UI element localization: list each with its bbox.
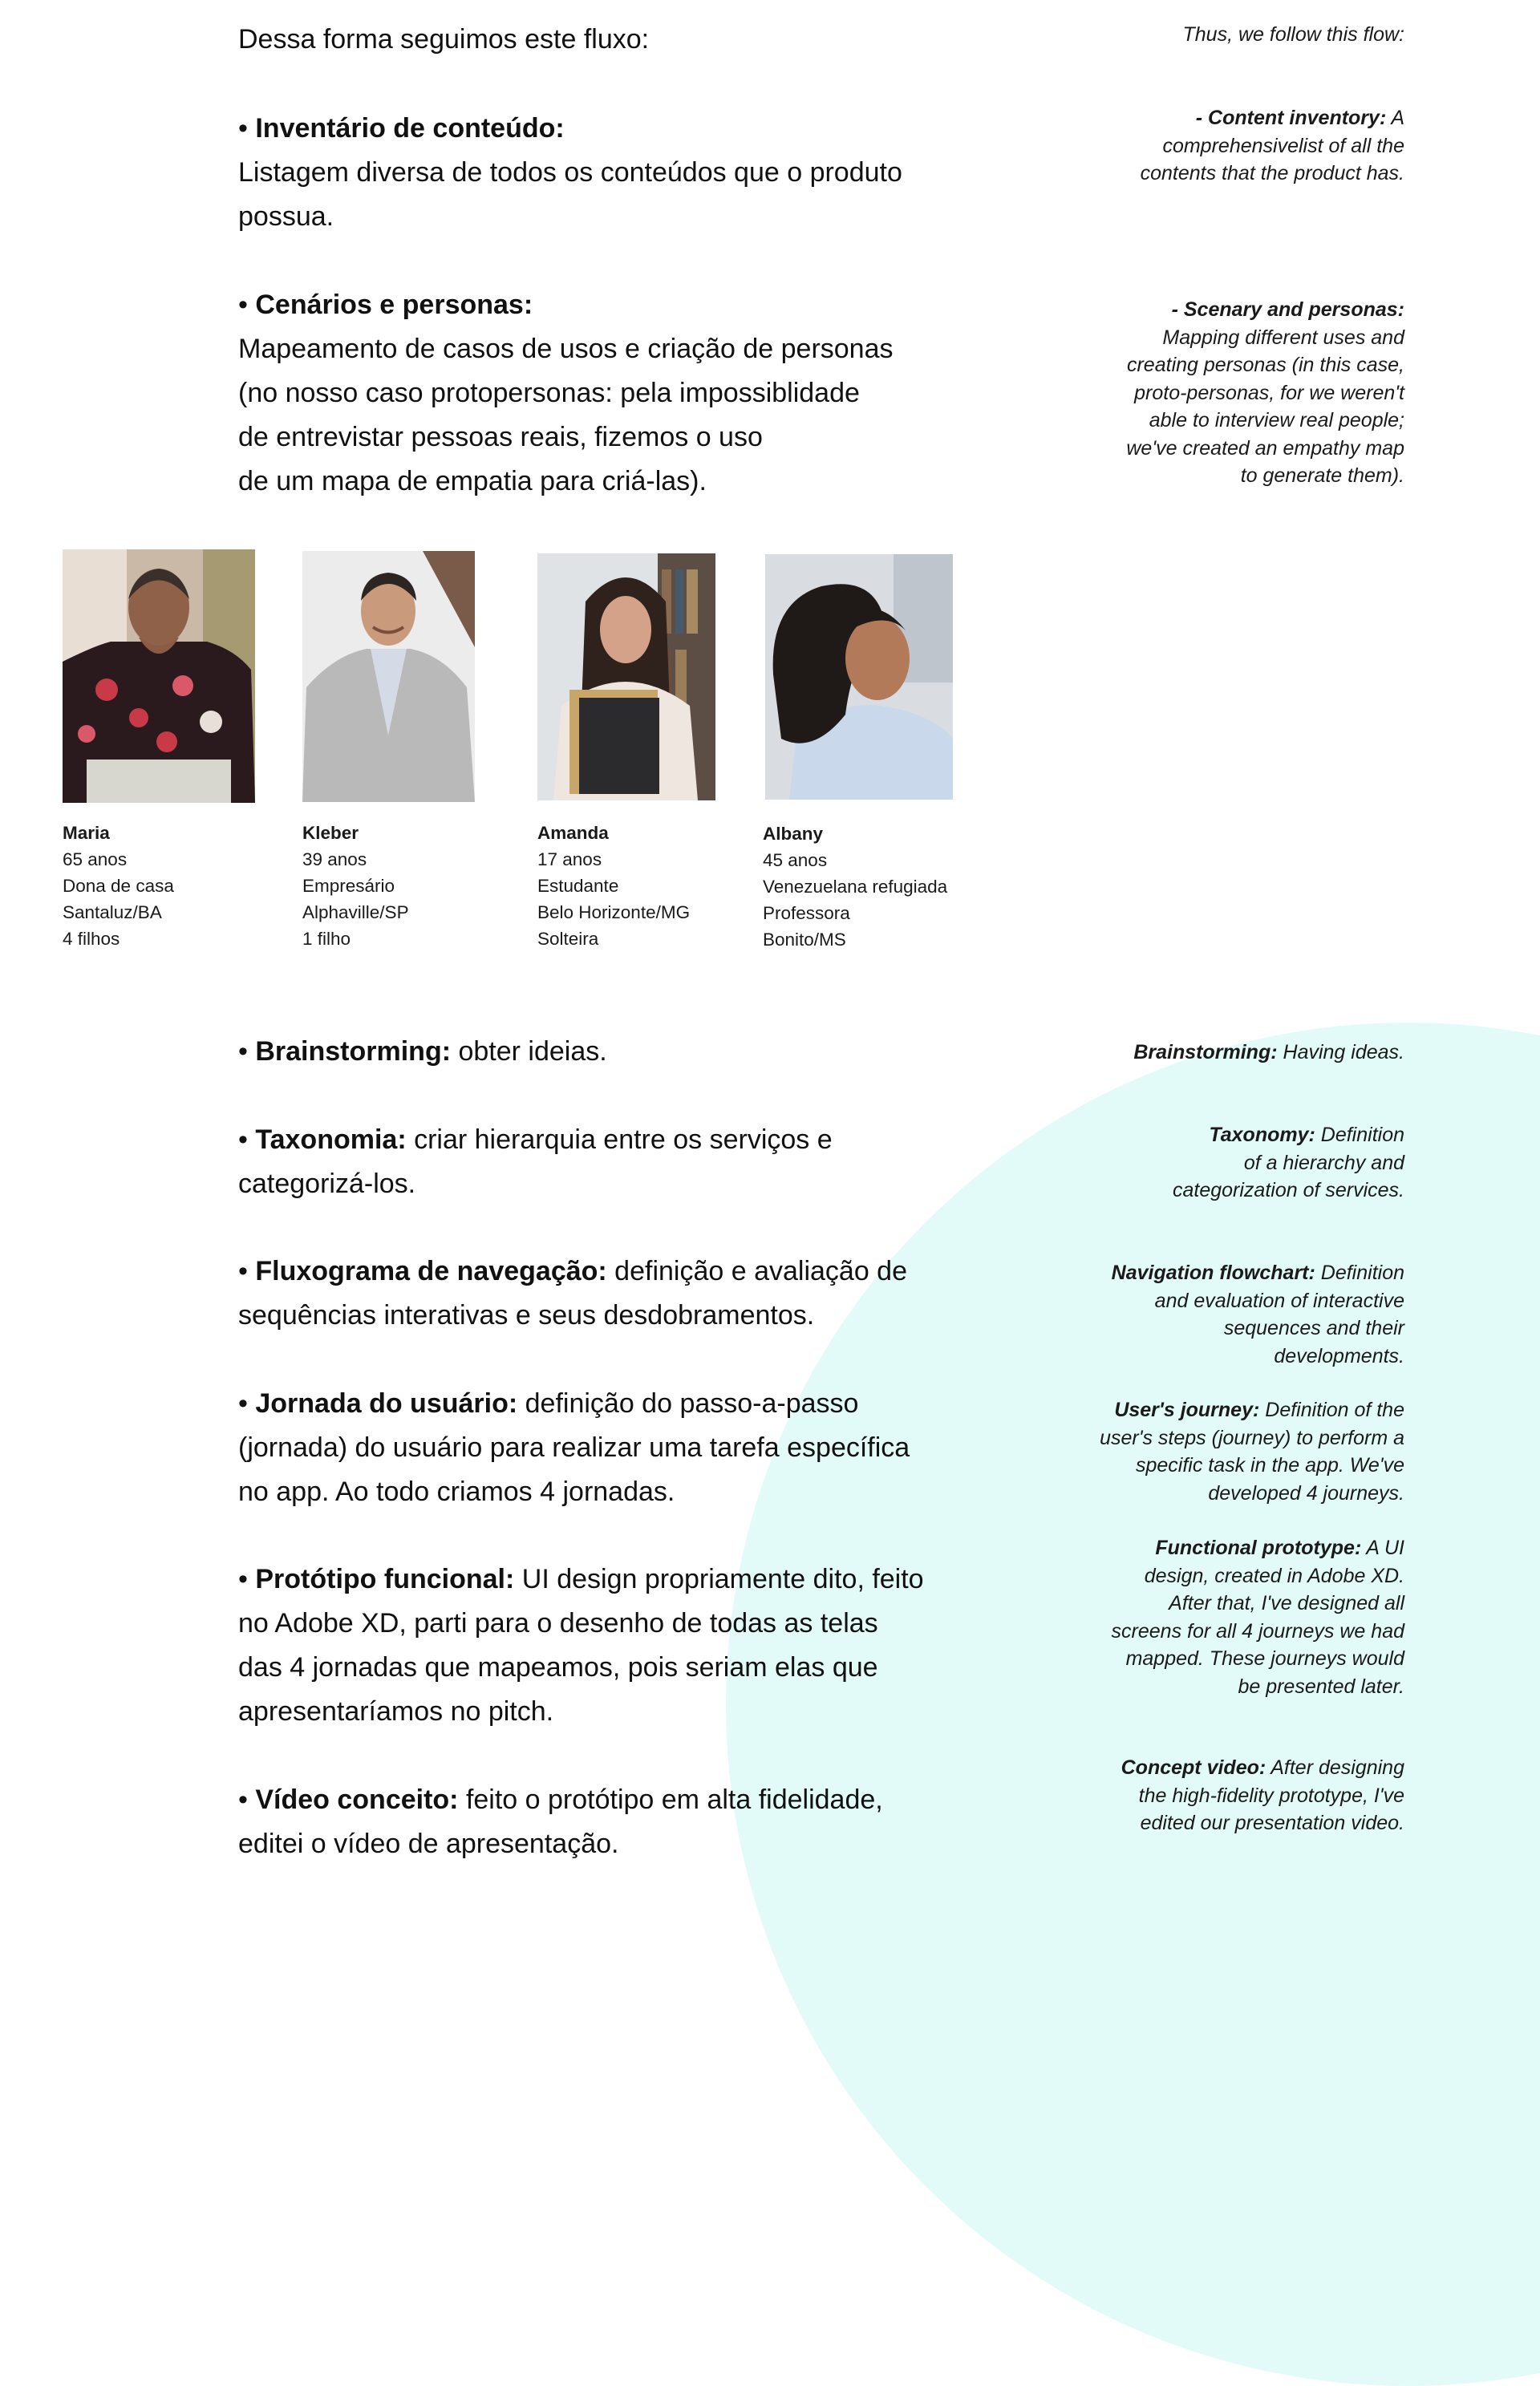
persona-photo-albany: [765, 554, 953, 800]
section-taxonomy: • Taxonomia: criar hierarquia entre os serviços e categorizá-los.: [238, 1124, 833, 1199]
section-prototype: • Protótipo funcional: UI design propriamente dito, feito no Adobe XD, parti para o desenho de todas as telas das 4 jornadas que mapeamos, pois seriam elas que apresentaríamos no pitch.: [238, 1564, 924, 1727]
section-brainstorming-en: Brainstorming: Having ideas.: [1133, 1041, 1404, 1063]
section-brainstorming: • Brainstorming: obter ideias.: [238, 1036, 607, 1067]
persona-card-maria: Maria 65 anos Dona de casa Santaluz/BA 4 filhos: [63, 823, 174, 949]
section-journey: • Jornada do usuário: definição do passo-a-passo (jornada) do usuário para realizar uma tarefa específica no app. Ao todo criamos 4 jornadas.: [238, 1388, 910, 1507]
section-video-en: Concept video: After designing the high-fidelity prototype, I've edited our presentation video.: [1121, 1756, 1404, 1834]
persona-card-kleber: Kleber 39 anos Empresário Alphaville/SP 1 filho: [302, 823, 409, 949]
section-prototype-en: Functional prototype: A UI design, created in Adobe XD. After that, I've designed all screens for all 4 journeys we had mapped. These journeys would be presented later.: [1111, 1537, 1404, 1698]
persona-photo-kleber: [302, 551, 475, 802]
scenarios-title: Cenários e personas:: [255, 290, 533, 320]
section-video: • Vídeo conceito: feito o protótipo em alta fidelidade, editei o vídeo de apresentação.: [238, 1784, 883, 1859]
intro-text-en: Thus, we follow this flow:: [1182, 23, 1404, 46]
persona-photo-amanda: [537, 553, 715, 800]
section-inventory-en: - Content inventory: A comprehensivelist of all the contents that the product has.: [1140, 107, 1404, 184]
section-journey-en: User's journey: Definition of the user's steps (journey) to perform a specific task in the app. We've developed 4 journeys.: [1100, 1399, 1404, 1505]
persona-photo-maria: [63, 549, 255, 803]
intro-text: Dessa forma seguimos este fluxo:: [238, 24, 650, 55]
inventory-title: Inventário de conteúdo:: [255, 113, 565, 144]
persona-card-albany: Albany 45 anos Venezuelana refugiada Professora Bonito/MS: [763, 824, 948, 950]
section-taxonomy-en: Taxonomy: Definition of a hierarchy and categorization of services.: [1172, 1124, 1404, 1201]
section-inventory: • Inventário de conteúdo: Listagem diversa de todos os conteúdos que o produto possua.: [238, 113, 902, 232]
section-flowchart-en: Navigation flowchart: Definition and evaluation of interactive sequences and their developments.: [1111, 1262, 1404, 1367]
section-scenarios: • Cenários e personas: Mapeamento de casos de usos e criação de personas (no nosso caso protopersonas: pela impossiblidade de entrevistar pessoas reais, fizemos o uso de um mapa de empatia para criá-las).: [238, 290, 894, 496]
persona-card-amanda: Amanda 17 anos Estudante Belo Horizonte/MG Solteira: [537, 823, 691, 949]
section-flowchart: • Fluxograma de navegação: definição e avaliação de sequências interativas e seus desdobramentos.: [238, 1256, 907, 1331]
section-scenarios-en: - Scenary and personas: Mapping different uses and creating personas (in this case, proto-personas, for we weren't able to interview real people; we've created an empathy map to generate them).: [1126, 298, 1404, 487]
